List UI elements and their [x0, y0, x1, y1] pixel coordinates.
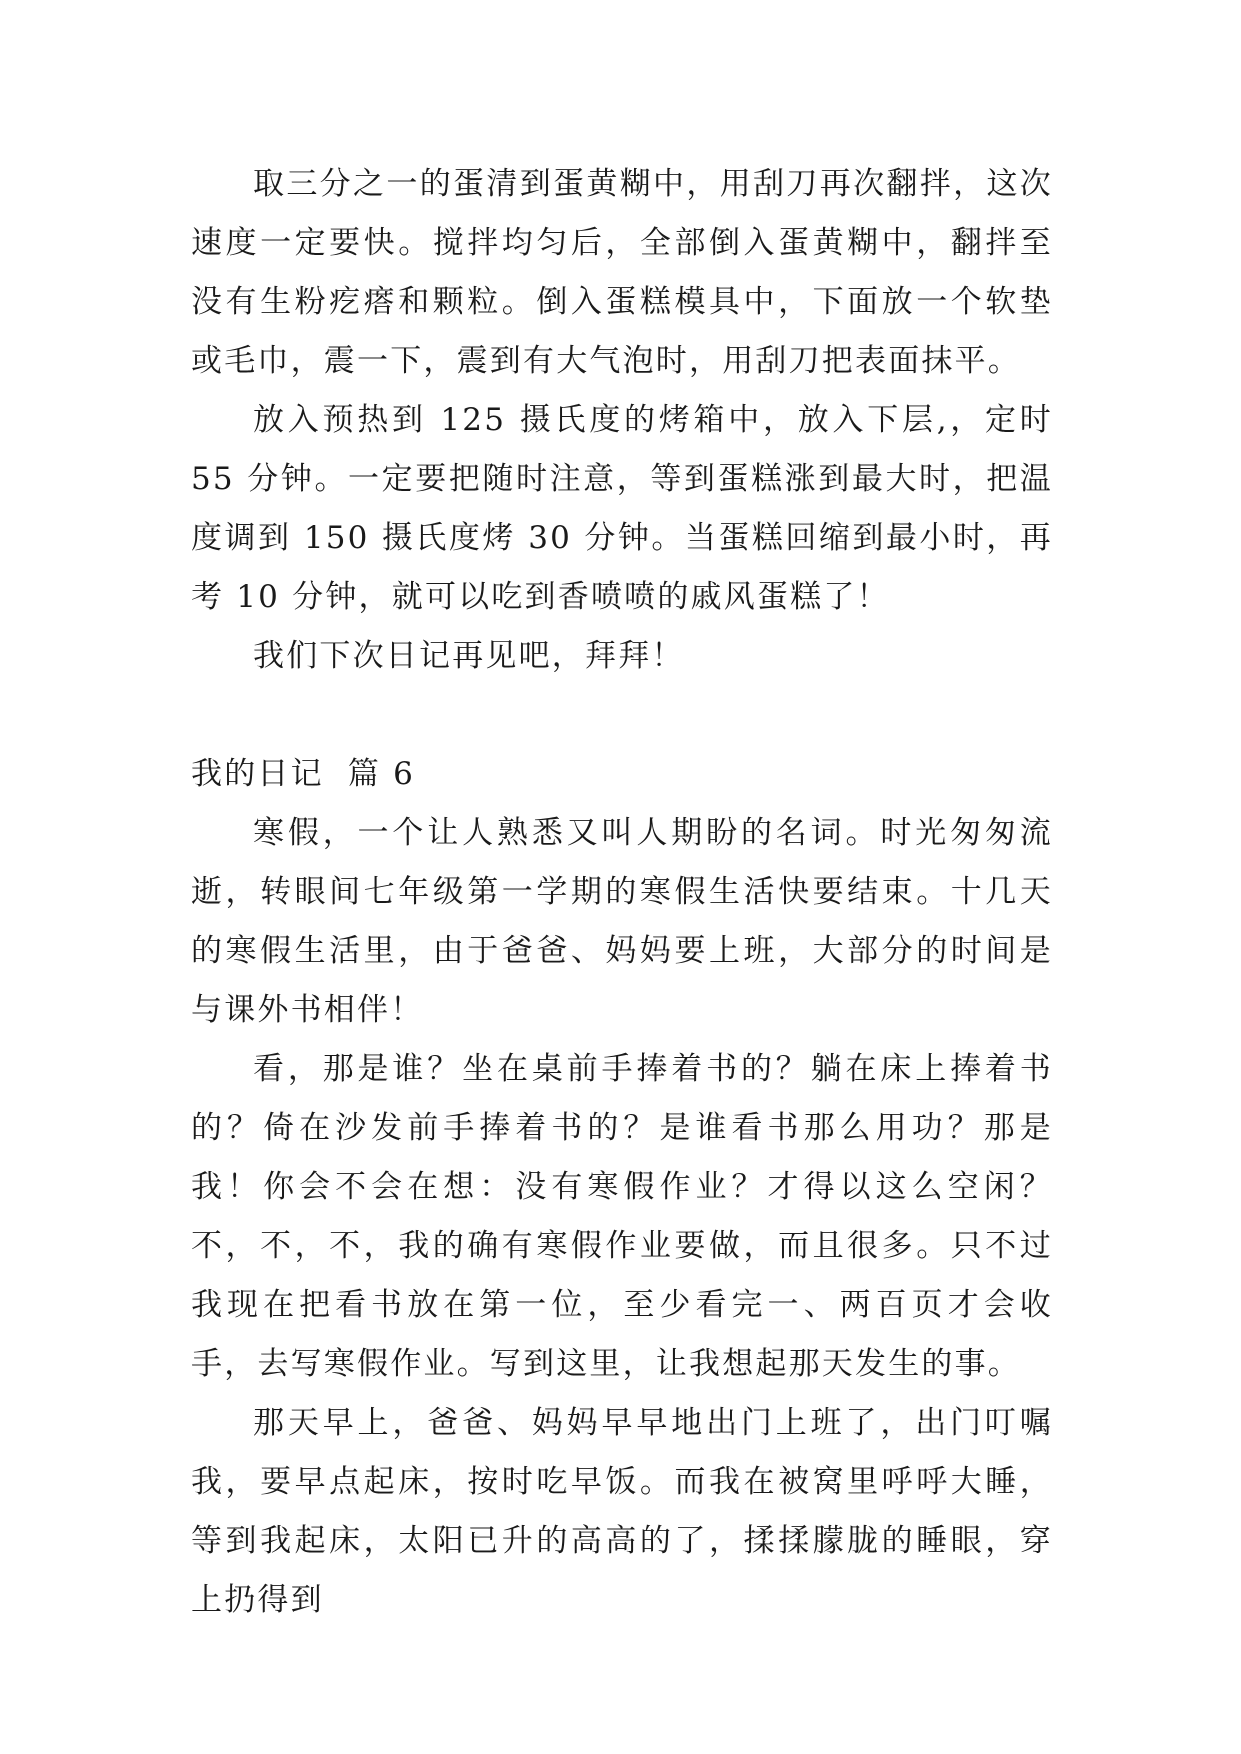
- paragraph-that-morning: 那天早上，爸爸、妈妈早早地出门上班了，出门叮嘱我，要早点起床，按时吃早饭。而我在被窝里呼呼大睡，等到我起床，太阳已升的高高的了，揉揉朦胧的睡眼，穿上扔得到: [191, 1405, 1053, 1618]
- section-title: 我的日记 篇 6: [191, 756, 416, 792]
- paragraph-baking-instructions: 放入预热到 125 摄氏度的烤箱中，放入下层,，定时 55 分钟。一定要把随时注意，等到蛋糕涨到最大时，把温度调到 150 摄氏度烤 30 分钟。当蛋糕回缩到最小时，再考 10 分钟，就可以吃到香喷喷的戚风蛋糕了！: [191, 402, 1053, 615]
- paragraph-winter-vacation-intro: 寒假，一个让人熟悉又叫人期盼的名词。时光匆匆流逝，转眼间七年级第一学期的寒假生活快要结束。十几天的寒假生活里，由于爸爸、妈妈要上班，大部分的时间是与课外书相伴！: [191, 815, 1053, 1028]
- document-body: [191, 155, 1053, 1630]
- paragraph-reading-habit: 看，那是谁？坐在桌前手捧着书的？躺在床上捧着书的？倚在沙发前手捧着书的？是谁看书那么用功？那是我！你会不会在想：没有寒假作业？才得以这么空闲？不，不，不，我的确有寒假作业要做，而且很多。只不过我现在把看书放在第一位，至少看完一、两百页才会收手，去写寒假作业。写到这里，让我想起那天发生的事。: [191, 1051, 1053, 1382]
- section-spacer: [191, 686, 1053, 745]
- paragraph-farewell: 我们下次日记再见吧，拜拜！: [253, 638, 685, 674]
- paragraph-meringue-folding: 取三分之一的蛋清到蛋黄糊中，用刮刀再次翻拌，这次速度一定要快。搅拌均匀后，全部倒入蛋黄糊中，翻拌至没有生粉疙瘩和颗粒。倒入蛋糕模具中，下面放一个软垫或毛巾，震一下，震到有大气泡时，用刮刀把表面抹平。: [191, 166, 1053, 379]
